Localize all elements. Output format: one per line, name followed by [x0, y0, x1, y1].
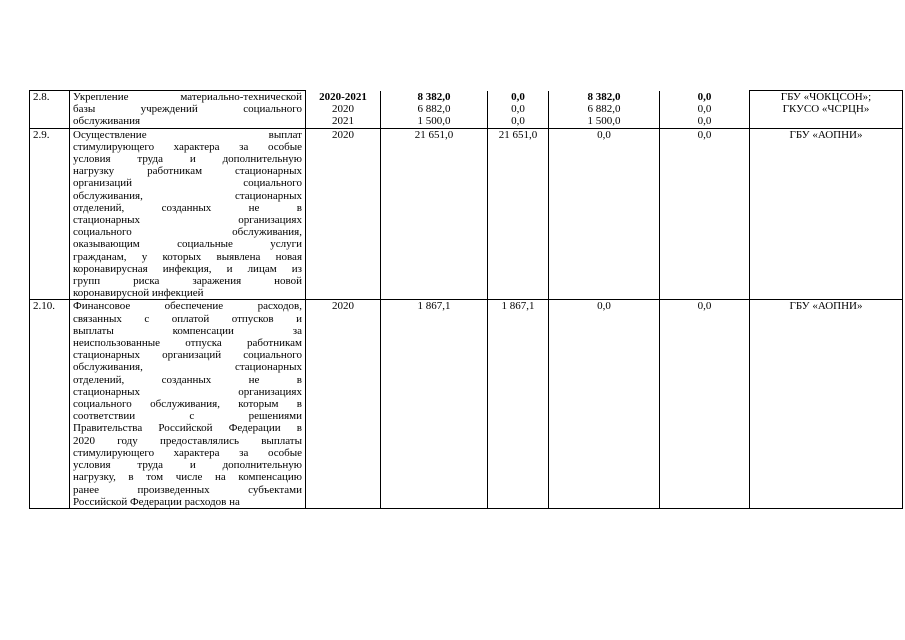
description-line: неиспользованные отпуска работникам [73, 337, 302, 350]
description-line: обслуживания, стационарных [73, 361, 302, 374]
total-amount-cell: 8 382,0 [381, 91, 488, 103]
description-line: социального обслуживания, [73, 226, 302, 239]
period-cell: 2021 [306, 115, 381, 128]
regional-amount-cell: 6 882,0 [549, 103, 660, 115]
description-line: Финансовое обеспечение расходов, [73, 300, 302, 313]
period-cell: 2020 [306, 103, 381, 115]
description-line: базы учреждений социального [73, 103, 302, 116]
description-line: стационарных организациях [73, 385, 302, 398]
description-line: обслуживания, стационарных [73, 189, 302, 202]
description-line: коронавирусной инфекцией [73, 287, 204, 300]
executor-cell [750, 91, 903, 129]
federal-amount-cell: 0,0 [488, 91, 549, 103]
description-line: обслуживания [73, 115, 141, 128]
description-line: Российской Федерации расходов на [73, 495, 240, 508]
other-amount-cell: 0,0 [660, 300, 750, 508]
executor-line: ГКУСО «ЧСРЦН» [782, 103, 870, 116]
description-line: стационарных организаций социального [73, 349, 302, 362]
description-line: связанных с оплатой отпусков и [73, 312, 302, 325]
description-line: условия труда и дополнительную [73, 459, 302, 472]
description-line: стимулирующего характера за особые [73, 446, 302, 459]
description-line: Правительства Российской Федерации в [73, 422, 302, 435]
item-number: 2.9. [30, 128, 70, 300]
total-amount-cell: 1 500,0 [381, 115, 488, 128]
description-line: нагрузку работникам стационарных [73, 165, 302, 178]
item-description [70, 91, 306, 129]
table-row [30, 300, 903, 508]
description-line: организаций социального [73, 177, 302, 190]
total-amount-cell: 6 882,0 [381, 103, 488, 115]
executor-line: ГБУ «ЧОКЦСОН»; [780, 91, 872, 103]
executor-cell: ГБУ «АОПНИ» [750, 128, 903, 300]
description-line: гражданам, у которых выявлена новая [73, 250, 302, 263]
period-cell: 2020 [306, 300, 381, 508]
description-line: социального обслуживания, которым в [73, 398, 302, 411]
regional-amount-cell: 0,0 [549, 300, 660, 508]
description-line: коронавирусная инфекция, и лицам из [73, 262, 302, 275]
item-description [70, 300, 306, 508]
period-cell: 2020-2021 [306, 91, 381, 103]
program-table [29, 90, 903, 509]
regional-amount-cell: 8 382,0 [549, 91, 660, 103]
description-line: 2020 году предоставлялись выплаты [73, 434, 302, 447]
description-line: условия труда и дополнительную [73, 153, 302, 166]
regional-amount-cell: 1 500,0 [549, 115, 660, 128]
description-line: Осуществление выплат [73, 128, 302, 141]
description-line: нагрузку, в том числе на компенсацию [73, 471, 302, 484]
other-amount-cell: 0,0 [660, 128, 750, 300]
description-line: соответствии с решениями [73, 410, 302, 423]
executor-cell: ГБУ «АОПНИ» [750, 300, 903, 508]
other-amount-cell: 0,0 [660, 91, 750, 103]
regional-amount-cell: 0,0 [549, 128, 660, 300]
description-line: выплаты компенсации за [73, 324, 302, 337]
description-line: стимулирующего характера за особые [73, 140, 302, 153]
description-line: групп риска заражения новой [73, 275, 302, 288]
description-line: стационарных организациях [73, 214, 302, 227]
table-row [30, 128, 903, 300]
total-amount-cell: 1 867,1 [381, 300, 488, 508]
federal-amount-cell: 0,0 [488, 115, 549, 128]
description-line: Укрепление материально-технической [73, 91, 302, 103]
federal-amount-cell: 21 651,0 [488, 128, 549, 300]
description-line: отделений, созданных не в [73, 201, 302, 214]
other-amount-cell: 0,0 [660, 103, 750, 115]
item-number: 2.8. [30, 91, 70, 129]
table-row [30, 91, 903, 103]
total-amount-cell: 21 651,0 [381, 128, 488, 300]
other-amount-cell: 0,0 [660, 115, 750, 128]
federal-amount-cell: 0,0 [488, 103, 549, 115]
description-line: ранее произведенных субъектами [73, 483, 302, 496]
description-line: отделений, созданных не в [73, 373, 302, 386]
item-number: 2.10. [30, 300, 70, 508]
period-cell: 2020 [306, 128, 381, 300]
item-description [70, 128, 306, 300]
description-line: оказывающим социальные услуги [73, 238, 302, 251]
federal-amount-cell: 1 867,1 [488, 300, 549, 508]
